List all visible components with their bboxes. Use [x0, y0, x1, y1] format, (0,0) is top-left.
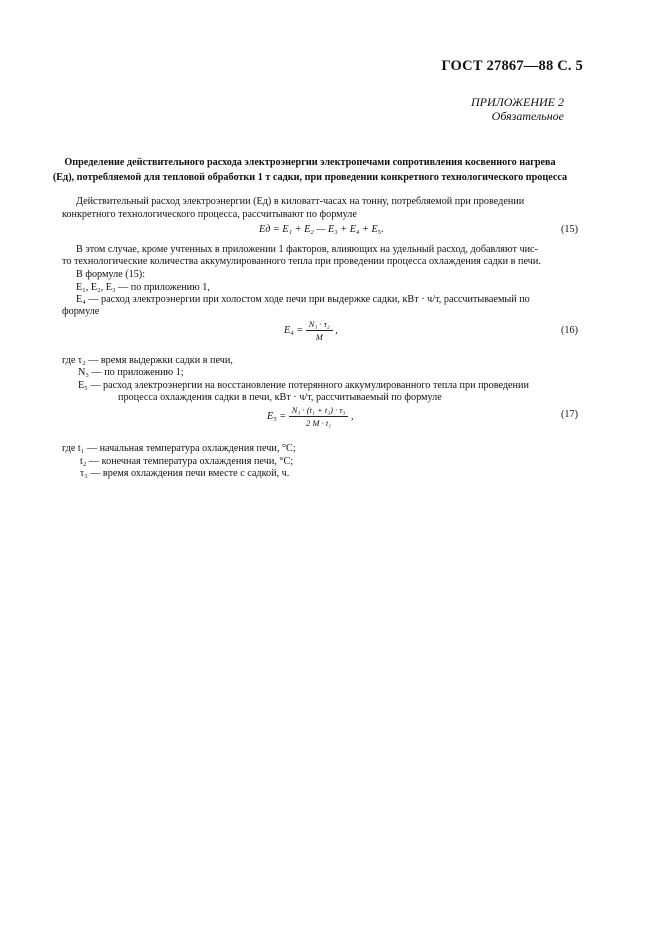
- def-n3: N₃ — по приложению 1;: [78, 367, 184, 378]
- section-title: [36, 156, 584, 185]
- formula-16-numerator: N₃ · τ₂: [306, 319, 333, 331]
- formula-16-denominator: M: [315, 332, 323, 342]
- paragraph-1-line1: Действительный расход электроэнергии (Eд) в киловатт-часах на тонну, потребляемой при проведении: [76, 196, 525, 207]
- appendix-status: Обязательное: [491, 109, 564, 123]
- def-t2: t₂ — конечная температура охлаждения печи, °C;: [80, 456, 294, 467]
- formula-15-number: (15): [561, 224, 578, 235]
- def-t1: где t₁ — начальная температура охлаждения печи, °C;: [62, 443, 296, 454]
- formula-15: Eд = E₁ + E₂ — E₃ + E₄ + E₅.: [259, 224, 384, 235]
- paragraph-3: В формуле (15):: [76, 269, 146, 280]
- def-e4-line1: E₄ — расход электроэнергии при холостом ходе печи при выдержке садки, кВт · ч/т, рассчитываемый по: [76, 294, 530, 305]
- appendix-block: [471, 95, 564, 123]
- section-title-line2: (Eд), потребляемой для тепловой обработки 1 т садки, при проведении конкретного технологического процесса: [52, 171, 568, 183]
- paragraph-2-line2: то технологические количества аккумулированного тепла при проведении процесса охлаждения садки в печи.: [62, 256, 541, 267]
- def-e5-line2: процесса охлаждения садки в печи, кВт · ч/т, рассчитываемый по формуле: [118, 392, 442, 403]
- formula-17-tail: ,: [350, 410, 354, 422]
- def-tau3: τ₃ — время охлаждения печи вместе с садкой, ч.: [80, 468, 290, 479]
- def-e4-line2: формуле: [62, 306, 100, 317]
- formula-17-lhs: E₅ =: [267, 410, 287, 422]
- def-e1-e2-e3: E₁, E₂, E₃ — по приложению 1,: [76, 282, 210, 293]
- section-title-line1: Определение действительного расхода электроэнергии электропечами сопротивления косвенного нагрева: [64, 157, 556, 168]
- paragraph-2-line1: В этом случае, кроме учтенных в приложении 1 факторов, влияющих на удельный расход, добавляют чис-: [76, 244, 538, 255]
- formula-17-numerator: N₃ · (t₁ + t₂) · τ₃: [289, 405, 349, 417]
- def-e5-line1: E₅ — расход электроэнергии на восстановление потерянного аккумулированного тепла при проведении: [78, 380, 529, 391]
- formula-16-number: (16): [561, 325, 578, 336]
- paragraph-1-line2: конкретного технологического процесса, рассчитывают по формуле: [62, 209, 357, 220]
- def-tau2: где τ₂ — время выдержки садки в печи,: [62, 355, 233, 366]
- running-header: ГОСТ 27867—88 С. 5: [441, 58, 583, 74]
- formula-16: [284, 319, 338, 342]
- formula-17-number: (17): [561, 409, 578, 420]
- formula-16-fraction: [306, 319, 333, 342]
- formula-16-lhs: E₄ =: [284, 324, 304, 336]
- formula-17: [267, 405, 353, 428]
- appendix-label: ПРИЛОЖЕНИЕ 2: [471, 95, 564, 109]
- formula-17-denominator: 2 M · t₁: [305, 418, 332, 428]
- formula-16-tail: ,: [335, 324, 338, 336]
- formula-17-fraction: [289, 405, 349, 428]
